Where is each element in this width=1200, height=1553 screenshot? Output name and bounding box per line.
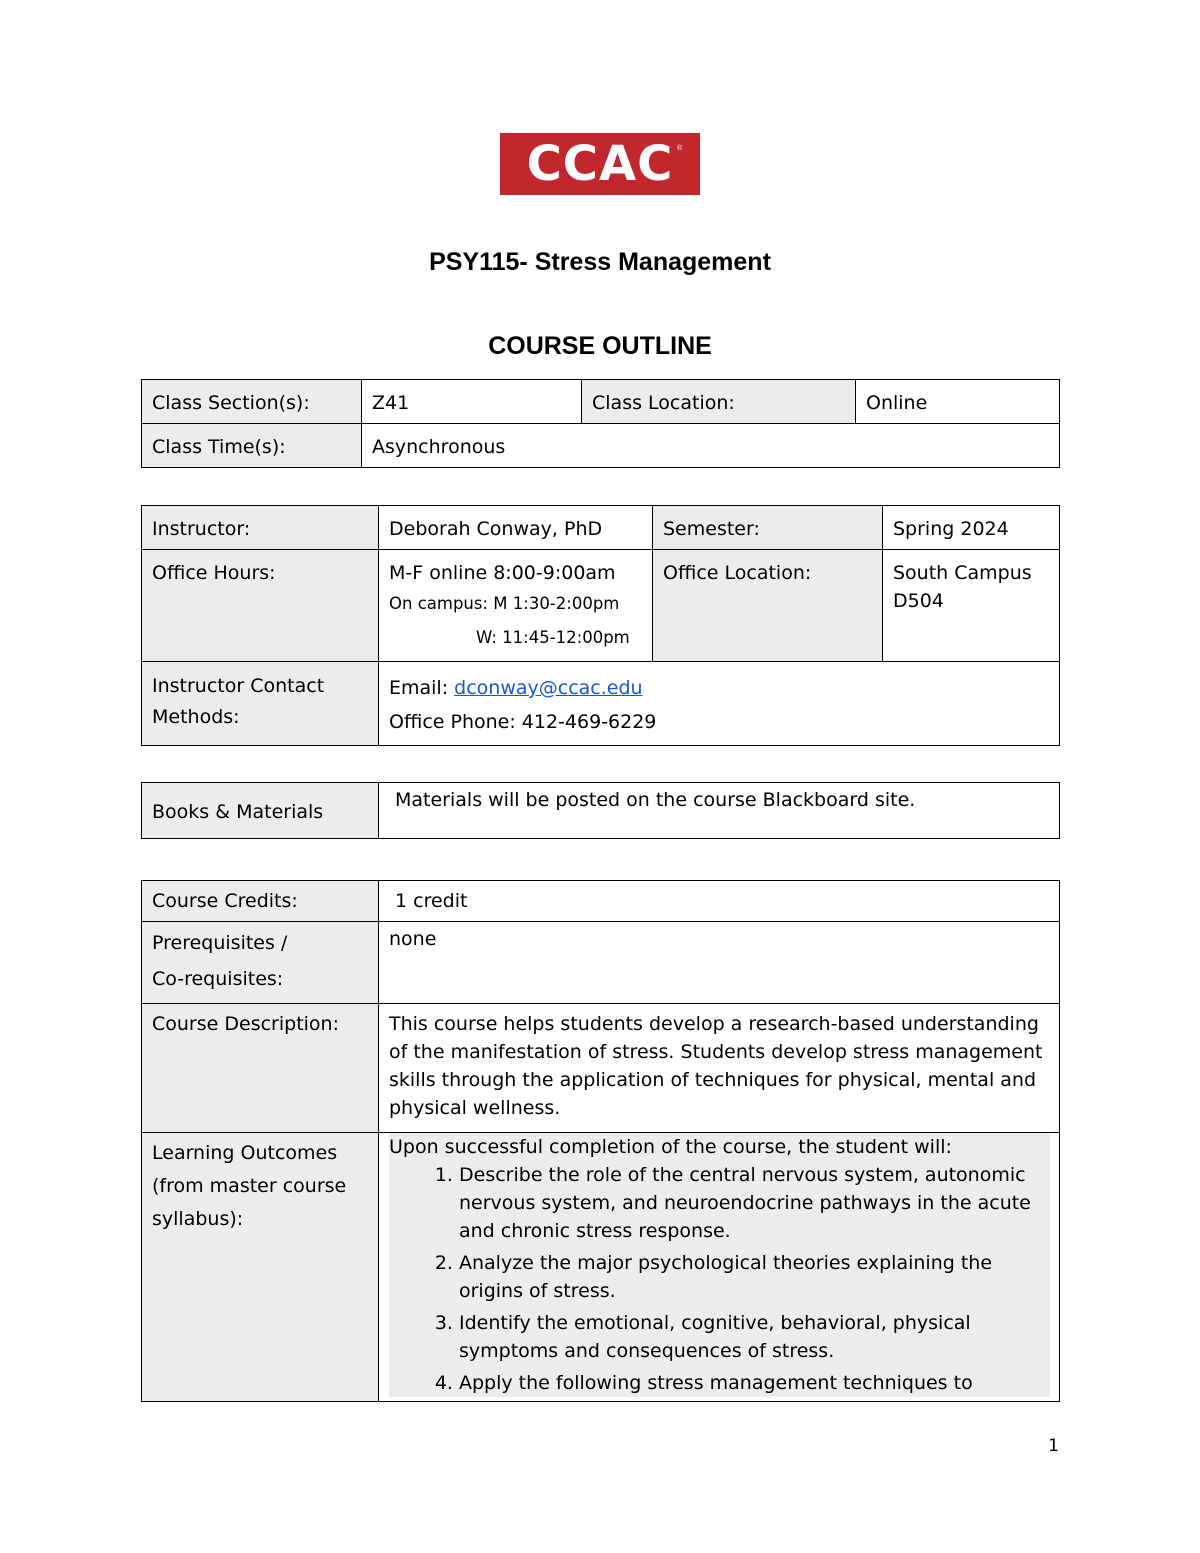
class-time-value: Asynchronous (362, 424, 1060, 468)
office-hours-label: Office Hours: (142, 550, 379, 662)
page-number: 1 (1048, 1436, 1059, 1456)
prerequisites-value: none (379, 922, 1060, 1004)
email-line (389, 671, 1049, 705)
class-section-label: Class Section(s): (142, 380, 362, 424)
outcome-item: 3. Identify the emotional, cognitive, behavioral, physical symptoms and consequences of stress. (459, 1309, 1050, 1365)
prerequisites-label (142, 922, 379, 1004)
outcome-item: 4. Apply the following stress management techniques to (459, 1369, 1050, 1397)
prerequisites-label-line2: Co-requisites: (152, 968, 284, 990)
prerequisites-label-line1: Prerequisites / (152, 932, 288, 954)
office-location-label: Office Location: (653, 550, 883, 662)
outcome-item: 1. Describe the role of the central nervous system, autonomic nervous system, and neuroendocrine pathways in the acute and chronic stress response. (459, 1161, 1050, 1245)
class-info-table (141, 379, 1060, 468)
office-phone: Office Phone: 412-469-6229 (389, 711, 657, 733)
registered-mark-icon: ® (676, 145, 682, 152)
contact-methods-label: Instructor Contact Methods: (142, 662, 379, 746)
materials-label: Books & Materials (142, 783, 379, 839)
description-label: Course Description: (142, 1004, 379, 1133)
email-link[interactable]: dconway@ccac.edu (454, 677, 643, 699)
office-hours-campus-monday: On campus: M 1:30-2:00pm (389, 594, 620, 613)
office-hours-online: M-F online 8:00-9:00am (389, 562, 616, 584)
materials-table (141, 782, 1060, 839)
outcome-item: 2. Analyze the major psychological theories explaining the origins of stress. (459, 1249, 1050, 1305)
instructor-info-table (141, 505, 1060, 746)
course-title: PSY115- Stress Management (429, 248, 771, 276)
semester-label: Semester: (653, 506, 883, 550)
office-location-room: D504 (893, 590, 944, 612)
materials-value: Materials will be posted on the course Blackboard site. (379, 783, 1060, 839)
office-location-campus: South Campus (893, 562, 1032, 584)
logo-text: CCAC (526, 136, 674, 192)
ccac-logo (500, 133, 700, 195)
instructor-label: Instructor: (142, 506, 379, 550)
contact-methods-value (379, 662, 1060, 746)
instructor-value: Deborah Conway, PhD (379, 506, 653, 550)
learning-outcomes-content (389, 1133, 1050, 1397)
office-hours-campus-wednesday: W: 11:45-12:00pm (476, 628, 630, 647)
email-label: Email: (389, 677, 455, 699)
credits-label: Course Credits: (142, 881, 379, 922)
class-time-label: Class Time(s): (142, 424, 362, 468)
outline-heading: COURSE OUTLINE (488, 332, 712, 360)
class-location-value: Online (856, 380, 1060, 424)
learning-outcomes-label: Learning Outcomes (from master course syllabus): (142, 1133, 379, 1402)
class-location-label: Class Location: (582, 380, 856, 424)
description-value: This course helps students develop a research-based understanding of the manifestation of stress. Students develop stress management skills through the application of techniques for physical, mental and physical wellness. (379, 1004, 1060, 1133)
credits-value: 1 credit (379, 881, 1060, 922)
semester-value: Spring 2024 (883, 506, 1060, 550)
outcomes-intro: Upon successful completion of the course, the student will: (389, 1136, 952, 1158)
class-section-value: Z41 (362, 380, 582, 424)
learning-outcomes-value (379, 1133, 1060, 1402)
course-details-table (141, 880, 1060, 1402)
office-location-value (883, 550, 1060, 662)
outcomes-list (389, 1161, 1050, 1397)
office-hours-value (379, 550, 653, 662)
